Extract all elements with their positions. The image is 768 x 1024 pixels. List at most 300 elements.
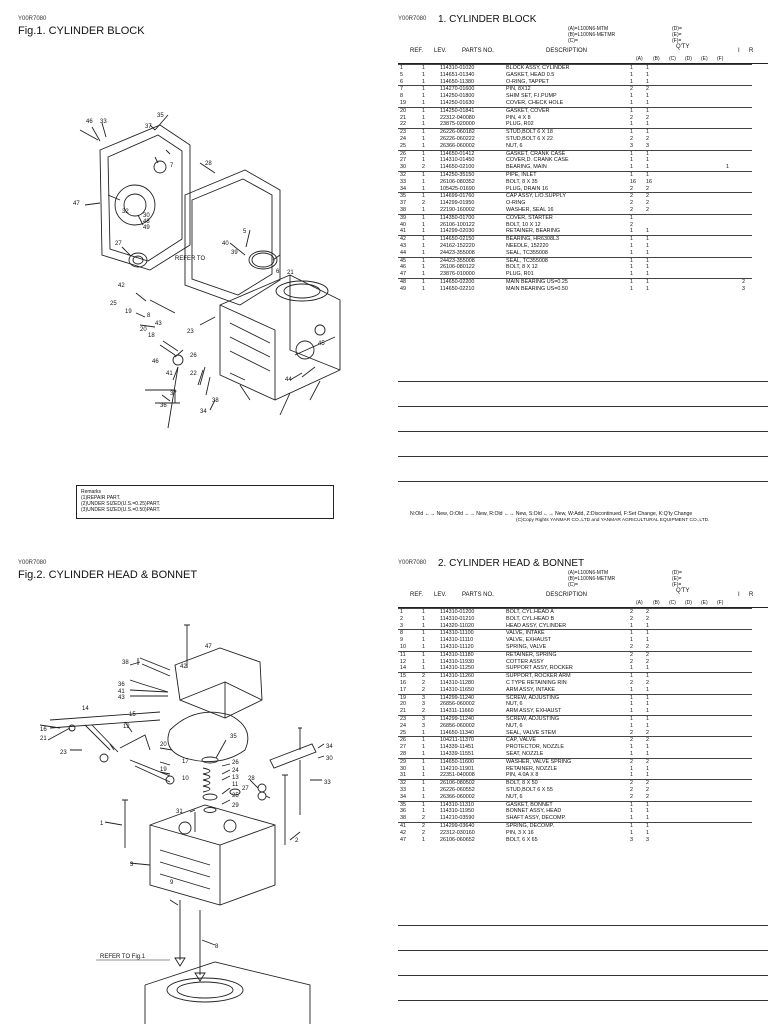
cell-parts-no: 26106-060652 [440, 836, 475, 843]
cell-parts-no: 114310-01020 [438, 65, 504, 72]
cell-qty-b: 1 [646, 622, 649, 629]
cell-qty-c [660, 193, 676, 200]
cell-qty-a: 1 [630, 744, 633, 751]
cell-parts-no: 114250-01800 [440, 93, 475, 100]
cell-qty-b: 1 [644, 107, 660, 114]
cell-description: SPRING, DECOMP. [504, 822, 628, 829]
table1-blank-rule [398, 456, 768, 457]
cell-qty-e [692, 286, 708, 293]
cell-description: SEAL, TC355008 [504, 257, 628, 264]
cell-qty-f [708, 236, 724, 243]
cell-remark [740, 694, 752, 701]
cell-ref: 27 [400, 157, 406, 164]
cell-interchange [724, 257, 740, 264]
cell-qty-d [676, 822, 692, 829]
cell-lev: 3 [422, 722, 425, 729]
cell-ref: 26 [398, 737, 420, 744]
parts-row [398, 143, 752, 150]
cell-qty-f [708, 200, 724, 207]
cylinder-block-drawing [40, 55, 360, 475]
cell-remark [740, 121, 752, 128]
cell-parts-no: 26106-080122 [440, 264, 475, 271]
cell-qty-b: 1 [646, 665, 649, 672]
cell-qty-c [660, 243, 676, 250]
cell-qty-b: 2 [644, 609, 660, 616]
cell-remark [740, 100, 752, 107]
cell-ref: 21 [400, 708, 406, 715]
cell-qty-b: 1 [646, 808, 649, 815]
cell-qty-d [676, 86, 692, 93]
svg-text:25: 25 [110, 301, 117, 307]
parts-row [398, 107, 752, 114]
cell-parts-no: 114310-11110 [440, 637, 474, 644]
cell-description: PLUG, R01 [506, 271, 534, 278]
cell-lev: 1 [420, 193, 438, 200]
cell-ref: 32 [398, 780, 420, 787]
cell-remark [740, 250, 752, 257]
cell-qty-f [708, 143, 724, 150]
cell-qty-c [660, 164, 676, 171]
cell-description: BONNET ASSY, HEAD [506, 808, 562, 815]
cell-qty-a: 1 [628, 150, 644, 157]
cell-qty-a: 3 [630, 142, 633, 149]
cell-remark [740, 79, 752, 86]
svg-text:22: 22 [190, 371, 197, 377]
cell-qty-f [708, 680, 724, 687]
parts-row [398, 79, 752, 86]
cell-description: BOLT, 10 X 12 [506, 221, 541, 228]
cell-parts-no: 114310-11180 [438, 651, 504, 658]
cell-ref: 46 [400, 264, 406, 271]
cell-qty-b: 1 [646, 829, 649, 836]
parts-row [398, 157, 752, 164]
cell-qty-f [708, 207, 724, 214]
cell-qty-d [676, 250, 692, 257]
cell-interchange [724, 222, 740, 229]
svg-text:26: 26 [190, 353, 197, 359]
svg-text:21: 21 [287, 270, 294, 276]
cell-qty-d [676, 278, 692, 285]
cell-qty-e [692, 708, 708, 715]
cell-lev: 1 [422, 99, 425, 106]
cell-remark [740, 766, 752, 773]
cell-qty-b: 1 [646, 99, 649, 106]
table1-blank-rule [398, 406, 768, 407]
cell-qty-c [660, 278, 676, 285]
cell-qty-b: 1 [644, 236, 660, 243]
cell-qty-a: 1 [630, 93, 633, 100]
cell-lev: 3 [420, 694, 438, 701]
cell-remark [740, 157, 752, 164]
parts-row [398, 164, 752, 171]
cell-remark [740, 609, 752, 616]
cell-parts-no: 26856-060002 [440, 701, 475, 708]
cell-qty-c [660, 616, 676, 623]
parts-row [398, 93, 752, 100]
cell-description: PIPE, INLET [504, 171, 628, 178]
cell-ref: 16 [400, 679, 406, 686]
cell-interchange [724, 129, 740, 136]
cell-ref: 38 [400, 206, 406, 213]
cell-qty-b: 1 [646, 744, 649, 751]
cell-qty-a: 1 [628, 65, 644, 72]
cell-remark [740, 637, 752, 644]
cell-description: NEEDLE, 152220 [506, 242, 549, 249]
cell-interchange [724, 766, 740, 773]
cell-qty-a: 2 [630, 114, 633, 121]
cell-qty-e [692, 271, 708, 278]
svg-text:37: 37 [170, 391, 177, 397]
cell-qty-e [692, 143, 708, 150]
table1-models-left: (A)=L100N6-MTM (B)=L100N6-METMR (C)= [568, 26, 616, 44]
cell-qty-f [708, 93, 724, 100]
cell-qty-c [660, 815, 676, 822]
cell-qty-c [660, 143, 676, 150]
cell-interchange [724, 794, 740, 801]
cell-qty-d [676, 737, 692, 744]
cell-remark [740, 143, 752, 150]
cell-lev: 1 [422, 637, 425, 644]
svg-text:35: 35 [157, 113, 164, 119]
cell-qty-d [676, 651, 692, 658]
cell-description: MAIN BEARING US=0.25 [504, 278, 628, 285]
cell-qty-e [692, 680, 708, 687]
cell-qty-e [692, 694, 708, 701]
cell-parts-no: 114650-02150 [438, 236, 504, 243]
cell-interchange [724, 665, 740, 672]
cell-qty-e [692, 257, 708, 264]
cell-qty-e [692, 630, 708, 637]
cell-lev: 1 [422, 185, 425, 192]
cell-remark [740, 623, 752, 630]
cell-qty-d [676, 186, 692, 193]
cell-lev: 1 [422, 264, 425, 271]
cell-qty-a: 2 [628, 609, 644, 616]
svg-text:25: 25 [232, 793, 239, 799]
cell-qty-a: 1 [628, 257, 644, 264]
cell-qty-f [708, 278, 724, 285]
cell-qty-e [692, 623, 708, 630]
cell-remark [740, 65, 752, 72]
cell-lev: 1 [422, 221, 425, 228]
fig1-refer-label: REFER TO [175, 256, 206, 262]
cell-interchange [724, 121, 740, 128]
cell-interchange [724, 737, 740, 744]
cell-interchange [724, 264, 740, 271]
parts-row [398, 694, 752, 701]
cell-description: CAP, VALVE [504, 737, 628, 744]
cell-remark [740, 815, 752, 822]
cell-lev: 1 [420, 737, 438, 744]
cell-lev: 1 [420, 171, 438, 178]
cell-interchange [724, 72, 740, 79]
cell-qty-b: 2 [646, 679, 649, 686]
cell-description: SEAL, TC355008 [506, 249, 548, 256]
svg-text:10: 10 [182, 776, 189, 782]
cell-qty-f [708, 808, 724, 815]
cell-interchange [724, 100, 740, 107]
svg-text:48: 48 [143, 219, 150, 225]
cell-lev: 1 [422, 643, 425, 650]
cell-lev: 2 [420, 822, 438, 829]
cell-description: WASHER, VALVE SPRING [504, 758, 628, 765]
cell-qty-b: 1 [646, 815, 649, 822]
cell-remark [740, 186, 752, 193]
table2-blank-rule [398, 950, 768, 951]
cell-interchange [724, 107, 740, 114]
cell-qty-a: 1 [630, 285, 633, 292]
cell-qty-b: 1 [646, 71, 649, 78]
cell-qty-c [660, 100, 676, 107]
cell-qty-e [692, 637, 708, 644]
cell-qty-d [676, 680, 692, 687]
cell-remark [740, 715, 752, 722]
parts-row [398, 730, 752, 737]
cell-qty-a: 1 [628, 214, 644, 221]
svg-text:34: 34 [326, 744, 333, 750]
cell-qty-d [676, 715, 692, 722]
table1-body [398, 64, 768, 293]
cell-qty-b: 1 [646, 686, 649, 693]
parts-row [398, 737, 752, 744]
cell-interchange [724, 830, 740, 837]
cell-qty-a: 1 [630, 71, 633, 78]
cell-description: PIN, 4.0A X 8 [506, 772, 539, 779]
cell-interchange [724, 193, 740, 200]
cell-qty-c [660, 687, 676, 694]
cell-remark [740, 222, 752, 229]
cell-qty-c [660, 837, 676, 844]
svg-text:12: 12 [123, 724, 130, 730]
svg-text:36: 36 [160, 403, 167, 409]
table1-blank-rule [398, 381, 768, 382]
parts-row [398, 772, 752, 779]
remark-2: (2)UNDER SIZED(U.S.=0.25)PART. [81, 501, 161, 507]
cell-qty-e [692, 715, 708, 722]
cell-lev: 1 [422, 121, 425, 128]
cell-qty-c [660, 115, 676, 122]
svg-text:44: 44 [285, 377, 292, 383]
cell-qty-e [692, 264, 708, 271]
cell-qty-c [660, 744, 676, 751]
cell-interchange [724, 680, 740, 687]
cell-interchange [724, 651, 740, 658]
parts-row [398, 723, 752, 730]
cell-qty-e [692, 171, 708, 178]
cell-lev: 1 [420, 257, 438, 264]
cell-parts-no: 26366-060002 [440, 793, 475, 800]
parts-row [398, 278, 752, 285]
parts-row [398, 708, 752, 715]
cell-remark [740, 257, 752, 264]
cell-remark: 2 [740, 278, 752, 285]
cell-qty-e [692, 129, 708, 136]
cell-parts-no: 26226-060552 [440, 786, 475, 793]
cell-remark [740, 772, 752, 779]
table1-blank-rule [398, 431, 768, 432]
cell-qty-b: 1 [646, 264, 649, 271]
svg-text:29: 29 [232, 803, 239, 809]
cell-interchange [724, 86, 740, 93]
cell-qty-e [692, 644, 708, 651]
cell-qty-e [692, 659, 708, 666]
cell-qty-a: 2 [630, 615, 633, 622]
svg-text:43: 43 [155, 321, 162, 327]
cell-parts-no: 114650-11340 [440, 729, 474, 736]
cell-description: WASHER, SEAL 16 [506, 206, 554, 213]
cell-qty-d [676, 808, 692, 815]
parts-row [398, 228, 752, 235]
cell-qty-d [676, 644, 692, 651]
cell-qty-d [676, 609, 692, 616]
cell-remark [740, 687, 752, 694]
cell-qty-e [692, 250, 708, 257]
cell-qty-c [660, 228, 676, 235]
cell-qty-b: 1 [646, 765, 649, 772]
cell-qty-d [676, 171, 692, 178]
cell-qty-b: 1 [644, 822, 660, 829]
cell-interchange [724, 150, 740, 157]
parts-row [398, 787, 752, 794]
cell-parts-no: 24162-152220 [440, 242, 475, 249]
table2-models-right: (D)= (E)= (F)= [672, 570, 682, 588]
cell-qty-d [676, 694, 692, 701]
cell-qty-e [692, 830, 708, 837]
cell-qty-e [692, 121, 708, 128]
cell-qty-a: 1 [630, 157, 633, 164]
parts-row [398, 264, 752, 271]
cell-ref: 25 [400, 729, 406, 736]
cell-qty-c [660, 651, 676, 658]
cell-qty-c [660, 286, 676, 293]
cell-lev: 1 [422, 729, 425, 736]
cell-qty-c [660, 758, 676, 765]
cell-remark [740, 136, 752, 143]
cell-parts-no: 114650-11380 [440, 78, 474, 85]
cell-qty-b: 1 [646, 164, 649, 171]
cell-qty-e [692, 808, 708, 815]
cell-qty-f [708, 758, 724, 765]
fig2-title: Fig.2. CYLINDER HEAD & BONNET [18, 569, 198, 581]
cell-remark [740, 730, 752, 737]
cell-qty-e [692, 228, 708, 235]
cell-qty-b: 2 [644, 651, 660, 658]
cell-ref: 38 [400, 815, 406, 822]
parts-row [398, 115, 752, 122]
cell-description: SHIM SET, F.I.PUMP [506, 93, 557, 100]
cell-description: PIN, 4 X 8 [506, 114, 531, 121]
cell-remark [740, 86, 752, 93]
svg-text:5: 5 [243, 229, 247, 235]
cell-qty-b [644, 214, 660, 221]
cell-qty-e [692, 616, 708, 623]
cell-qty-d [676, 751, 692, 758]
cell-lev: 1 [422, 836, 425, 843]
cell-lev: 1 [420, 278, 438, 285]
cell-parts-no: 114310-11310 [438, 801, 504, 808]
cell-ref: 7 [398, 86, 420, 93]
cell-description: SEAT, NOZZLE [506, 750, 544, 757]
cell-qty-f [708, 214, 724, 221]
fig1-exploded-diagram [40, 55, 360, 475]
cell-qty-d [676, 115, 692, 122]
cell-ref: 33 [400, 178, 406, 185]
svg-text:8: 8 [147, 313, 151, 319]
cell-parts-no: 22190-160002 [440, 206, 475, 213]
cell-parts-no: 114310-11120 [440, 643, 474, 650]
cell-interchange [724, 136, 740, 143]
parts-row [398, 257, 752, 264]
cell-lev: 2 [422, 708, 425, 715]
cell-qty-c [660, 680, 676, 687]
cell-qty-f [708, 257, 724, 264]
cell-ref: 24 [400, 722, 406, 729]
cell-qty-e [692, 737, 708, 744]
cell-interchange [724, 751, 740, 758]
cell-qty-e [692, 730, 708, 737]
cell-qty-e [692, 86, 708, 93]
cell-qty-d [676, 830, 692, 837]
cell-ref: 47 [400, 271, 406, 278]
cell-lev: 1 [422, 242, 425, 249]
cell-qty-a: 2 [628, 758, 644, 765]
cell-description: MAIN BEARING US=0.50 [506, 285, 568, 292]
cell-ref: 1 [398, 65, 420, 72]
cell-qty-d [676, 222, 692, 229]
cell-parts-no: 114699-01760 [438, 193, 504, 200]
parts-row [398, 286, 752, 293]
cell-qty-c [660, 186, 676, 193]
cell-ref: 42 [398, 236, 420, 243]
cell-remark [740, 758, 752, 765]
cell-qty-c [660, 772, 676, 779]
cell-qty-a: 1 [630, 708, 633, 715]
svg-text:46: 46 [152, 359, 159, 365]
cell-qty-a: 1 [630, 121, 633, 128]
cell-qty-a: 1 [630, 164, 633, 171]
cell-ref: 36 [400, 808, 406, 815]
cell-interchange [724, 278, 740, 285]
cell-qty-e [692, 186, 708, 193]
cell-parts-no: 114310-01450 [440, 157, 475, 164]
cell-remark [740, 665, 752, 672]
cell-ref: 44 [400, 249, 406, 256]
svg-text:21: 21 [40, 736, 47, 742]
cell-qty-a: 1 [630, 829, 633, 836]
cell-description: BEARING, HR6308L3 [504, 236, 628, 243]
cell-qty-c [660, 808, 676, 815]
cell-qty-b: 1 [644, 801, 660, 808]
cell-description: RETAINER, SPRING [504, 651, 628, 658]
cell-description: GASKET, COVER [504, 107, 628, 114]
cell-interchange [724, 186, 740, 193]
cell-qty-d [676, 164, 692, 171]
cell-ref: 34 [400, 185, 406, 192]
cell-interchange [724, 200, 740, 207]
svg-text:33: 33 [324, 780, 331, 786]
cell-parts-no: 23876-010000 [440, 271, 475, 278]
cell-ref: 37 [400, 200, 406, 207]
parts-row [398, 86, 752, 93]
cell-qty-e [692, 665, 708, 672]
cell-interchange [724, 179, 740, 186]
cell-qty-f [708, 271, 724, 278]
cell-ref: 41 [398, 822, 420, 829]
cell-qty-f [708, 72, 724, 79]
cell-qty-c [660, 136, 676, 143]
cell-qty-a: 2 [630, 200, 633, 207]
cell-qty-a: 1 [628, 801, 644, 808]
